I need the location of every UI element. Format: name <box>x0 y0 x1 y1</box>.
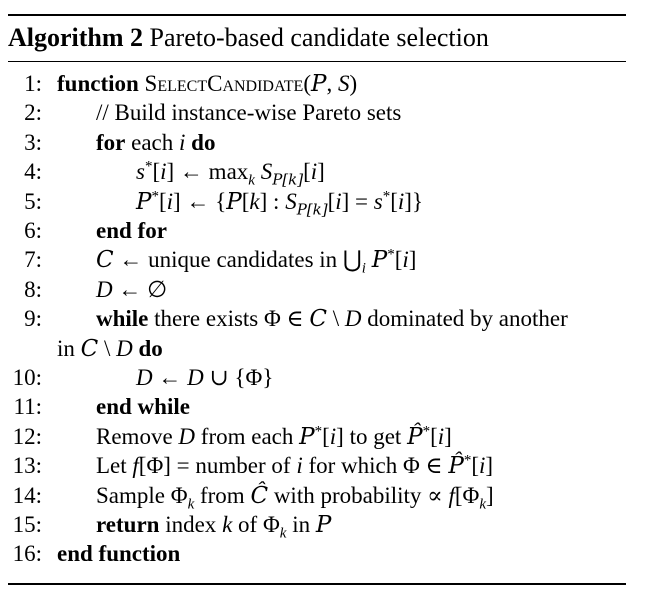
code-token: end for <box>96 218 167 243</box>
code-token: * <box>463 452 472 469</box>
code-token: [ <box>430 423 438 449</box>
code-token: * <box>422 423 431 440</box>
code-token: ] <box>485 453 494 479</box>
algorithm-line <box>0 157 668 189</box>
code-token: Let <box>96 453 133 479</box>
code-token: D <box>116 335 133 361</box>
algorithm-line <box>0 392 668 421</box>
code-token: P <box>371 247 388 274</box>
line-code <box>96 128 215 157</box>
line-number: 8: <box>24 276 42 302</box>
code-token: i <box>310 159 318 185</box>
line-number: 7: <box>24 247 42 273</box>
code-token: Remove <box>96 423 179 449</box>
code-token: [Φ] = number of <box>138 453 297 479</box>
code-token: i <box>179 129 186 155</box>
code-token: from each <box>195 423 300 449</box>
algorithm-line <box>0 481 668 513</box>
code-token: [ <box>327 188 336 214</box>
algorithm-label: Algorithm 2 <box>8 23 144 52</box>
code-token: end function <box>57 541 181 567</box>
code-token: each <box>125 129 180 155</box>
code-token: i <box>296 453 303 479</box>
code-token: there exists Φ ∈ <box>148 306 310 332</box>
code-token: i <box>329 423 337 449</box>
code-token: from <box>194 482 251 508</box>
code-token: P[k] <box>272 170 304 189</box>
line-code <box>136 187 423 217</box>
code-token: [ <box>241 188 250 214</box>
code-token: \ <box>98 335 117 361</box>
code-token: D <box>96 276 113 302</box>
code-token: k <box>248 172 255 189</box>
code-token: C <box>80 335 99 362</box>
code-token: * <box>314 423 323 440</box>
line-number: 4: <box>24 159 42 185</box>
code-token: [ <box>394 247 403 273</box>
line-number: 3: <box>24 129 42 155</box>
code-token: C <box>309 306 327 333</box>
line-code <box>136 363 273 392</box>
line-code <box>96 245 416 275</box>
line-number: 14: <box>12 482 42 508</box>
code-token: [ <box>152 159 161 185</box>
line-code <box>57 69 357 99</box>
code-token: P̂ <box>407 423 423 450</box>
algorithm-line <box>0 304 668 333</box>
code-token: ] : <box>259 188 286 214</box>
code-token: D <box>178 423 196 449</box>
code-token: s <box>373 188 383 214</box>
code-token: * <box>144 158 153 175</box>
code-token: for <box>96 129 126 155</box>
caption-rule <box>8 61 626 62</box>
code-token: ] <box>444 423 452 449</box>
line-code <box>57 539 180 568</box>
algorithm-line <box>0 245 668 277</box>
code-token: , <box>326 71 338 96</box>
line-number: 16: <box>12 541 42 567</box>
code-token: \ <box>326 306 345 332</box>
code-token: i <box>335 188 342 214</box>
code-token: P <box>311 71 327 97</box>
code-token: return <box>96 512 160 537</box>
algorithm-line <box>0 98 668 127</box>
code-token: [ <box>158 188 167 214</box>
algorithm-line <box>0 363 668 392</box>
line-code <box>96 216 167 245</box>
line-code <box>96 304 568 334</box>
code-token: ( <box>303 71 311 96</box>
code-token: i <box>166 188 174 214</box>
algorithm-line <box>0 128 668 157</box>
line-code <box>96 451 493 481</box>
line-code <box>57 334 163 364</box>
code-token: ] <box>408 247 417 273</box>
code-token: ∪ {Φ} <box>203 365 274 390</box>
line-number: 1: <box>24 71 42 96</box>
algorithm-line <box>0 510 668 542</box>
code-token: i <box>479 453 486 479</box>
algorithm-line <box>0 187 668 219</box>
code-token: ] <box>317 159 325 185</box>
algorithm-line <box>0 422 668 451</box>
code-token: SelectCandidate <box>144 71 304 96</box>
code-token: do <box>191 129 216 155</box>
line-code <box>96 275 167 304</box>
algorithm-line <box>0 69 668 98</box>
algorithm-line <box>0 451 668 480</box>
code-token: do <box>138 335 163 361</box>
line-number: 9: <box>24 306 42 332</box>
code-token: D <box>344 306 362 332</box>
code-token: * <box>382 187 391 204</box>
algorithm-line <box>0 216 668 245</box>
line-code <box>96 98 401 127</box>
line-number: 2: <box>24 100 42 126</box>
code-token: ] to get <box>336 423 408 449</box>
code-token: ← <box>152 365 188 390</box>
code-token: k <box>222 512 233 537</box>
top-rule <box>8 14 626 16</box>
code-token: i <box>361 260 366 277</box>
line-code <box>136 157 325 189</box>
code-token: ] <box>486 482 494 508</box>
code-token: index <box>159 512 223 537</box>
code-token: in <box>57 335 81 361</box>
code-token: ) <box>349 71 358 96</box>
code-token: k <box>187 496 195 513</box>
code-token: function <box>57 71 145 96</box>
code-token: P[k] <box>296 200 328 219</box>
line-code <box>96 481 494 511</box>
line-code <box>96 392 190 421</box>
code-token: P <box>299 423 315 450</box>
code-token: k <box>279 525 287 542</box>
code-token: [Φ <box>454 482 480 508</box>
algorithm-line <box>0 275 668 304</box>
line-number: 13: <box>12 453 42 479</box>
line-number: 5: <box>24 188 42 214</box>
code-token: end while <box>96 394 190 420</box>
code-token: ← unique candidates in ⋃ <box>113 247 362 273</box>
algorithm-line <box>0 334 668 363</box>
code-token: of Φ <box>232 512 280 537</box>
code-token: C <box>96 247 114 274</box>
code-token: [ <box>471 453 479 479</box>
code-token: ] = <box>341 188 374 214</box>
line-code <box>96 422 452 452</box>
code-token: P <box>315 512 332 538</box>
code-token: in <box>286 512 316 537</box>
code-token: for which Φ ∈ <box>302 453 449 479</box>
code-token: ] ← { <box>173 188 227 214</box>
code-token: [ <box>322 423 330 449</box>
code-token: ← ∅ <box>112 276 168 302</box>
line-number: 11: <box>13 394 42 420</box>
algorithm-line <box>0 539 668 568</box>
code-token: // Build instance-wise Pareto sets <box>96 100 402 126</box>
code-token: with probability ∝ <box>268 482 449 508</box>
code-token: dominated by another <box>361 306 568 332</box>
code-token: i <box>397 188 405 214</box>
line-number: 12: <box>12 423 42 449</box>
code-token: P <box>136 188 152 215</box>
code-token: ]} <box>404 188 423 214</box>
code-token: while <box>96 306 149 332</box>
line-code <box>96 510 331 540</box>
algorithm-title: Pareto-based candidate selection <box>149 23 489 52</box>
code-token: D <box>187 365 204 390</box>
code-token: [ <box>303 159 311 185</box>
code-token: k <box>479 496 486 513</box>
code-token: f <box>448 482 455 508</box>
code-token: S <box>337 71 350 96</box>
code-token: * <box>151 187 159 204</box>
bottom-rule <box>8 583 626 585</box>
code-token: P̂ <box>448 453 464 480</box>
code-token: Sample Φ <box>96 482 188 508</box>
code-token: S <box>260 159 273 185</box>
line-number: 10: <box>12 365 42 390</box>
code-token: Ĉ <box>250 482 269 509</box>
code-token: S <box>285 188 297 214</box>
code-token: i <box>160 159 167 185</box>
code-token: [ <box>390 188 398 214</box>
line-number: 15: <box>12 512 42 537</box>
code-token: D <box>136 365 153 390</box>
code-token: * <box>387 246 395 263</box>
code-token: P <box>226 188 242 215</box>
code-token: i <box>402 247 409 273</box>
code-token: k <box>249 188 260 214</box>
code-token: s <box>136 159 145 185</box>
line-number: 6: <box>24 218 42 243</box>
code-token: f <box>132 453 139 479</box>
algorithm-caption <box>8 22 489 54</box>
code-token: ] ← max <box>166 159 249 185</box>
code-token: i <box>437 423 445 449</box>
